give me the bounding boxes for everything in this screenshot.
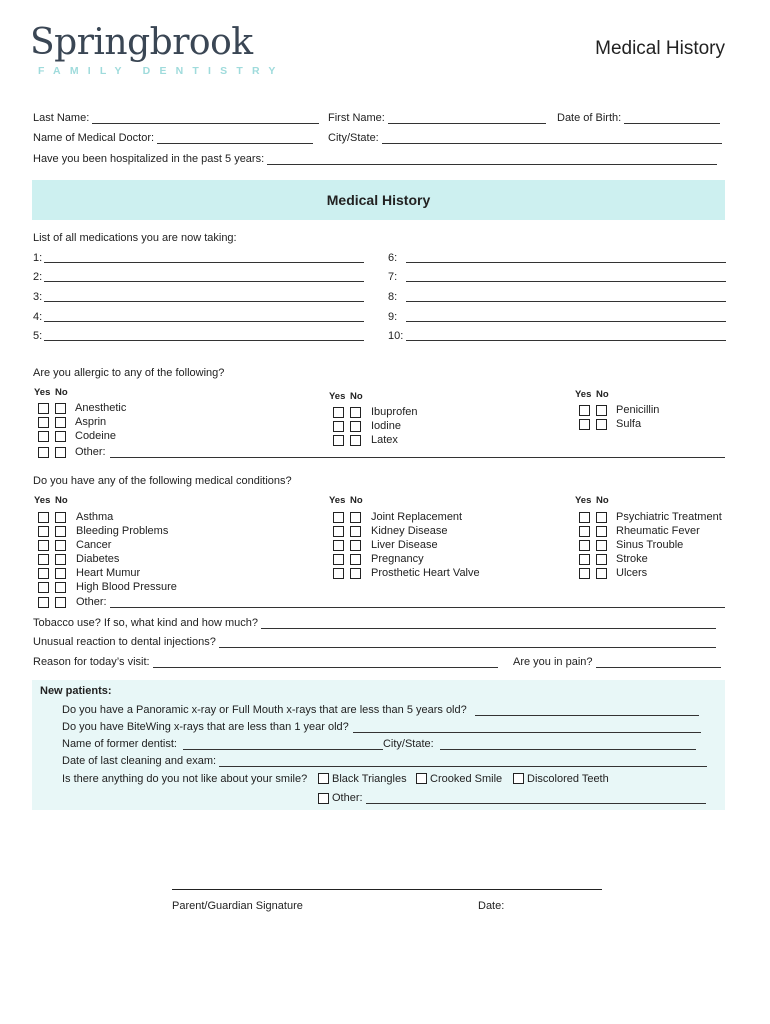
medication-number-right-3: 9:: [388, 311, 398, 323]
conditions-col3-3-no-checkbox[interactable]: [596, 554, 607, 565]
allergies-col1-0-yes-checkbox[interactable]: [38, 403, 49, 414]
last-name-row: [33, 112, 319, 124]
conditions-col2-4-label: Prosthetic Heart Valve: [371, 567, 480, 579]
allergies-col1-2-no-checkbox[interactable]: [55, 431, 66, 442]
conditions-other-no-checkbox[interactable]: [55, 597, 66, 608]
conditions-col1-1-yes-checkbox[interactable]: [38, 526, 49, 537]
conditions-col1-5-yes-checkbox[interactable]: [38, 582, 49, 593]
reaction-label: Unusual reaction to dental injections?: [33, 636, 216, 648]
conditions-other-yes-checkbox[interactable]: [38, 597, 49, 608]
dob-row: [557, 112, 720, 124]
conditions-col3-1-yes-checkbox[interactable]: [579, 526, 590, 537]
dob-field[interactable]: [624, 112, 720, 124]
allergies-other-field[interactable]: [110, 457, 725, 458]
brand-logo: Springbrook: [30, 22, 253, 63]
last-name-field[interactable]: [92, 112, 319, 124]
signature-date-label: Date:: [478, 900, 505, 912]
medications-prompt: List of all medications you are now taking:: [33, 232, 237, 244]
conditions-col2-yes-header: Yes: [329, 495, 346, 506]
conditions-col3-0-no-checkbox[interactable]: [596, 512, 607, 523]
conditions-col1-4-label: Heart Mumur: [76, 567, 141, 579]
allergies-col2-2-yes-checkbox[interactable]: [333, 435, 344, 446]
panoramic-row: [62, 704, 699, 716]
conditions-col2-1-label: Kidney Disease: [371, 525, 448, 537]
allergies-col1-no-header: No: [55, 387, 68, 398]
reaction-field[interactable]: [219, 636, 716, 648]
brand-tagline: FAMILY DENTISTRY: [38, 65, 285, 77]
medication-field-right-1[interactable]: [406, 281, 726, 282]
smile-option-label-1: Crooked Smile: [430, 773, 503, 785]
reason-row: [33, 656, 498, 668]
medication-number-left-2: 3:: [33, 291, 43, 303]
allergies-col1-1-yes-checkbox[interactable]: [38, 417, 49, 428]
smile-other-label: Other:: [332, 792, 363, 804]
hospitalized-field[interactable]: [267, 153, 717, 165]
conditions-col1-3-no-checkbox[interactable]: [55, 554, 66, 565]
smile-other-checkbox[interactable]: [318, 793, 329, 804]
first-name-row: [328, 112, 546, 124]
reason-field[interactable]: [153, 656, 498, 668]
conditions-col1-1-label: Bleeding Problems: [76, 525, 169, 537]
conditions-col3-yes-header: Yes: [575, 495, 592, 506]
conditions-col1-0-label: Asthma: [76, 511, 114, 523]
bitewing-label: Do you have BiteWing x-rays that are less than 1 year old?: [62, 721, 349, 733]
allergies-col2-2-no-checkbox[interactable]: [350, 435, 361, 446]
conditions-col2-3-yes-checkbox[interactable]: [333, 554, 344, 565]
conditions-col1-1-no-checkbox[interactable]: [55, 526, 66, 537]
allergies-other-yes-checkbox[interactable]: [38, 447, 49, 458]
hospitalized-row: [33, 153, 717, 165]
new-patients-title: New patients:: [40, 685, 112, 697]
medication-field-left-0[interactable]: [44, 262, 364, 263]
conditions-other-label: Other:: [76, 596, 107, 608]
conditions-col1-3-label: Diabetes: [76, 553, 120, 565]
allergies-col2-1-no-checkbox[interactable]: [350, 421, 361, 432]
conditions-col2-2-label: Liver Disease: [371, 539, 438, 551]
allergies-col1-1-label: Asprin: [75, 416, 107, 428]
medication-number-right-0: 6:: [388, 252, 398, 264]
reaction-row: [33, 636, 716, 648]
bitewing-row: [62, 721, 701, 733]
medication-field-left-2[interactable]: [44, 301, 364, 302]
conditions-col2-2-yes-checkbox[interactable]: [333, 540, 344, 551]
conditions-col3-1-label: Rheumatic Fever: [616, 525, 700, 537]
allergies-col2-2-label: Latex: [371, 434, 398, 446]
conditions-col1-2-yes-checkbox[interactable]: [38, 540, 49, 551]
conditions-col2-1-no-checkbox[interactable]: [350, 526, 361, 537]
doctor-label: Name of Medical Doctor:: [33, 132, 155, 144]
np-city-state-label: City/State:: [382, 738, 434, 750]
allergies-col3-1-no-checkbox[interactable]: [596, 419, 607, 430]
smile-option-checkbox-1[interactable]: [416, 773, 427, 784]
pain-row: [513, 656, 721, 668]
first-name-label: First Name:: [328, 112, 385, 124]
smile-other-field[interactable]: [366, 792, 706, 804]
city-state-row: [328, 132, 722, 144]
medication-number-left-0: 1:: [33, 252, 43, 264]
doctor-field[interactable]: [157, 132, 313, 144]
dob-label: Date of Birth:: [557, 112, 622, 124]
medication-field-right-4[interactable]: [406, 340, 726, 341]
conditions-col1-no-header: No: [55, 495, 68, 506]
tobacco-row: [33, 617, 716, 629]
allergies-col3-1-label: Sulfa: [616, 418, 642, 430]
conditions-col1-4-no-checkbox[interactable]: [55, 568, 66, 579]
pain-field[interactable]: [596, 656, 721, 668]
section-band: [32, 180, 725, 220]
conditions-col3-2-yes-checkbox[interactable]: [579, 540, 590, 551]
first-name-field[interactable]: [388, 112, 546, 124]
former-dentist-label: Name of former dentist:: [62, 738, 177, 750]
bitewing-field[interactable]: [353, 721, 701, 733]
medication-number-left-4: 5:: [33, 330, 43, 342]
smile-other-row: [332, 792, 706, 804]
conditions-prompt: Do you have any of the following medical conditions?: [33, 475, 292, 487]
allergies-other-label: Other:: [75, 446, 106, 458]
allergies-col2-0-yes-checkbox[interactable]: [333, 407, 344, 418]
allergies-col3-1-yes-checkbox[interactable]: [579, 419, 590, 430]
page-title: Medical History: [595, 38, 725, 59]
conditions-col2-4-yes-checkbox[interactable]: [333, 568, 344, 579]
medication-field-left-1[interactable]: [44, 281, 364, 282]
medication-field-right-3[interactable]: [406, 321, 726, 322]
allergies-col2-no-header: No: [350, 391, 363, 402]
reason-label: Reason for today’s visit:: [33, 656, 150, 668]
conditions-col1-yes-header: Yes: [34, 495, 51, 506]
allergies-col2-0-no-checkbox[interactable]: [350, 407, 361, 418]
conditions-col3-0-yes-checkbox[interactable]: [579, 512, 590, 523]
medication-field-left-3[interactable]: [44, 321, 364, 322]
conditions-col3-4-label: Ulcers: [616, 567, 648, 579]
np-city-state-field[interactable]: [440, 738, 696, 750]
smile-option-label-2: Discolored Teeth: [527, 773, 609, 785]
conditions-col1-5-no-checkbox[interactable]: [55, 582, 66, 593]
conditions-col2-no-header: No: [350, 495, 363, 506]
allergies-col3-0-no-checkbox[interactable]: [596, 405, 607, 416]
allergies-col3-0-label: Penicillin: [616, 404, 660, 416]
tobacco-field[interactable]: [261, 617, 716, 629]
conditions-col1-2-no-checkbox[interactable]: [55, 540, 66, 551]
allergy-prompt: Are you allergic to any of the following?: [33, 367, 225, 379]
allergies-col1-0-label: Anesthetic: [75, 402, 127, 414]
section-title: Medical History: [326, 192, 431, 208]
smile-question: Is there anything do you not like about your smile?: [62, 773, 308, 785]
last-cleaning-field[interactable]: [219, 755, 707, 767]
conditions-col2-0-yes-checkbox[interactable]: [333, 512, 344, 523]
last-name-label: Last Name:: [33, 112, 90, 124]
conditions-col3-4-no-checkbox[interactable]: [596, 568, 607, 579]
allergies-other-no-checkbox[interactable]: [55, 447, 66, 458]
last-cleaning-label: Date of last cleaning and exam:: [62, 755, 217, 767]
conditions-col3-0-label: Psychiatric Treatment: [616, 511, 722, 523]
pain-label: Are you in pain?: [513, 656, 593, 668]
allergies-col2-0-label: Ibuprofen: [371, 406, 418, 418]
medication-number-right-1: 7:: [388, 271, 398, 283]
allergies-col2-1-yes-checkbox[interactable]: [333, 421, 344, 432]
smile-option-checkbox-2[interactable]: [513, 773, 524, 784]
conditions-col2-2-no-checkbox[interactable]: [350, 540, 361, 551]
conditions-col3-4-yes-checkbox[interactable]: [579, 568, 590, 579]
doctor-row: [33, 132, 313, 144]
conditions-col3-1-no-checkbox[interactable]: [596, 526, 607, 537]
medication-number-right-4: 10:: [388, 330, 404, 342]
conditions-col3-3-yes-checkbox[interactable]: [579, 554, 590, 565]
conditions-col3-2-no-checkbox[interactable]: [596, 540, 607, 551]
tobacco-label: Tobacco use? If so, what kind and how much?: [33, 617, 259, 629]
conditions-col3-2-label: Sinus Trouble: [616, 539, 684, 551]
conditions-col1-0-yes-checkbox[interactable]: [38, 512, 49, 523]
smile-option-label-0: Black Triangles: [332, 773, 407, 785]
medication-field-left-4[interactable]: [44, 340, 364, 341]
panoramic-field[interactable]: [475, 704, 699, 716]
former-dentist-row: [62, 738, 696, 750]
conditions-col3-3-label: Stroke: [616, 553, 648, 565]
signature-label: Parent/Guardian Signature: [172, 900, 303, 912]
city-state-field[interactable]: [382, 132, 722, 144]
smile-option-checkbox-0[interactable]: [318, 773, 329, 784]
allergies-col1-2-yes-checkbox[interactable]: [38, 431, 49, 442]
allergies-col3-no-header: No: [596, 389, 609, 400]
conditions-col1-4-yes-checkbox[interactable]: [38, 568, 49, 579]
medication-number-right-2: 8:: [388, 291, 398, 303]
allergies-col1-1-no-checkbox[interactable]: [55, 417, 66, 428]
allergies-col3-0-yes-checkbox[interactable]: [579, 405, 590, 416]
conditions-col3-no-header: No: [596, 495, 609, 506]
allergies-col1-0-no-checkbox[interactable]: [55, 403, 66, 414]
conditions-col2-4-no-checkbox[interactable]: [350, 568, 361, 579]
conditions-col2-0-no-checkbox[interactable]: [350, 512, 361, 523]
medication-number-left-3: 4:: [33, 311, 43, 323]
city-state-label: City/State:: [328, 132, 379, 144]
signature-line[interactable]: [172, 889, 602, 890]
conditions-col1-0-no-checkbox[interactable]: [55, 512, 66, 523]
medication-field-right-0[interactable]: [406, 262, 726, 263]
medication-number-left-1: 2:: [33, 271, 43, 283]
conditions-col1-3-yes-checkbox[interactable]: [38, 554, 49, 565]
conditions-col1-5-label: High Blood Pressure: [76, 581, 177, 593]
last-cleaning-row: [62, 755, 707, 767]
conditions-col2-3-label: Pregnancy: [371, 553, 424, 565]
allergies-col2-yes-header: Yes: [329, 391, 346, 402]
former-dentist-field[interactable]: [183, 738, 383, 750]
allergies-col2-1-label: Iodine: [371, 420, 401, 432]
conditions-other-field[interactable]: [110, 607, 725, 608]
allergies-col1-yes-header: Yes: [34, 387, 51, 398]
medication-field-right-2[interactable]: [406, 301, 726, 302]
allergies-col1-2-label: Codeine: [75, 430, 116, 442]
conditions-col2-1-yes-checkbox[interactable]: [333, 526, 344, 537]
conditions-col1-2-label: Cancer: [76, 539, 112, 551]
panoramic-label: Do you have a Panoramic x-ray or Full Mouth x-rays that are less than 5 years old?: [62, 704, 467, 716]
conditions-col2-0-label: Joint Replacement: [371, 511, 463, 523]
allergies-col3-yes-header: Yes: [575, 389, 592, 400]
hospitalized-label: Have you been hospitalized in the past 5 years:: [33, 153, 265, 165]
conditions-col2-3-no-checkbox[interactable]: [350, 554, 361, 565]
